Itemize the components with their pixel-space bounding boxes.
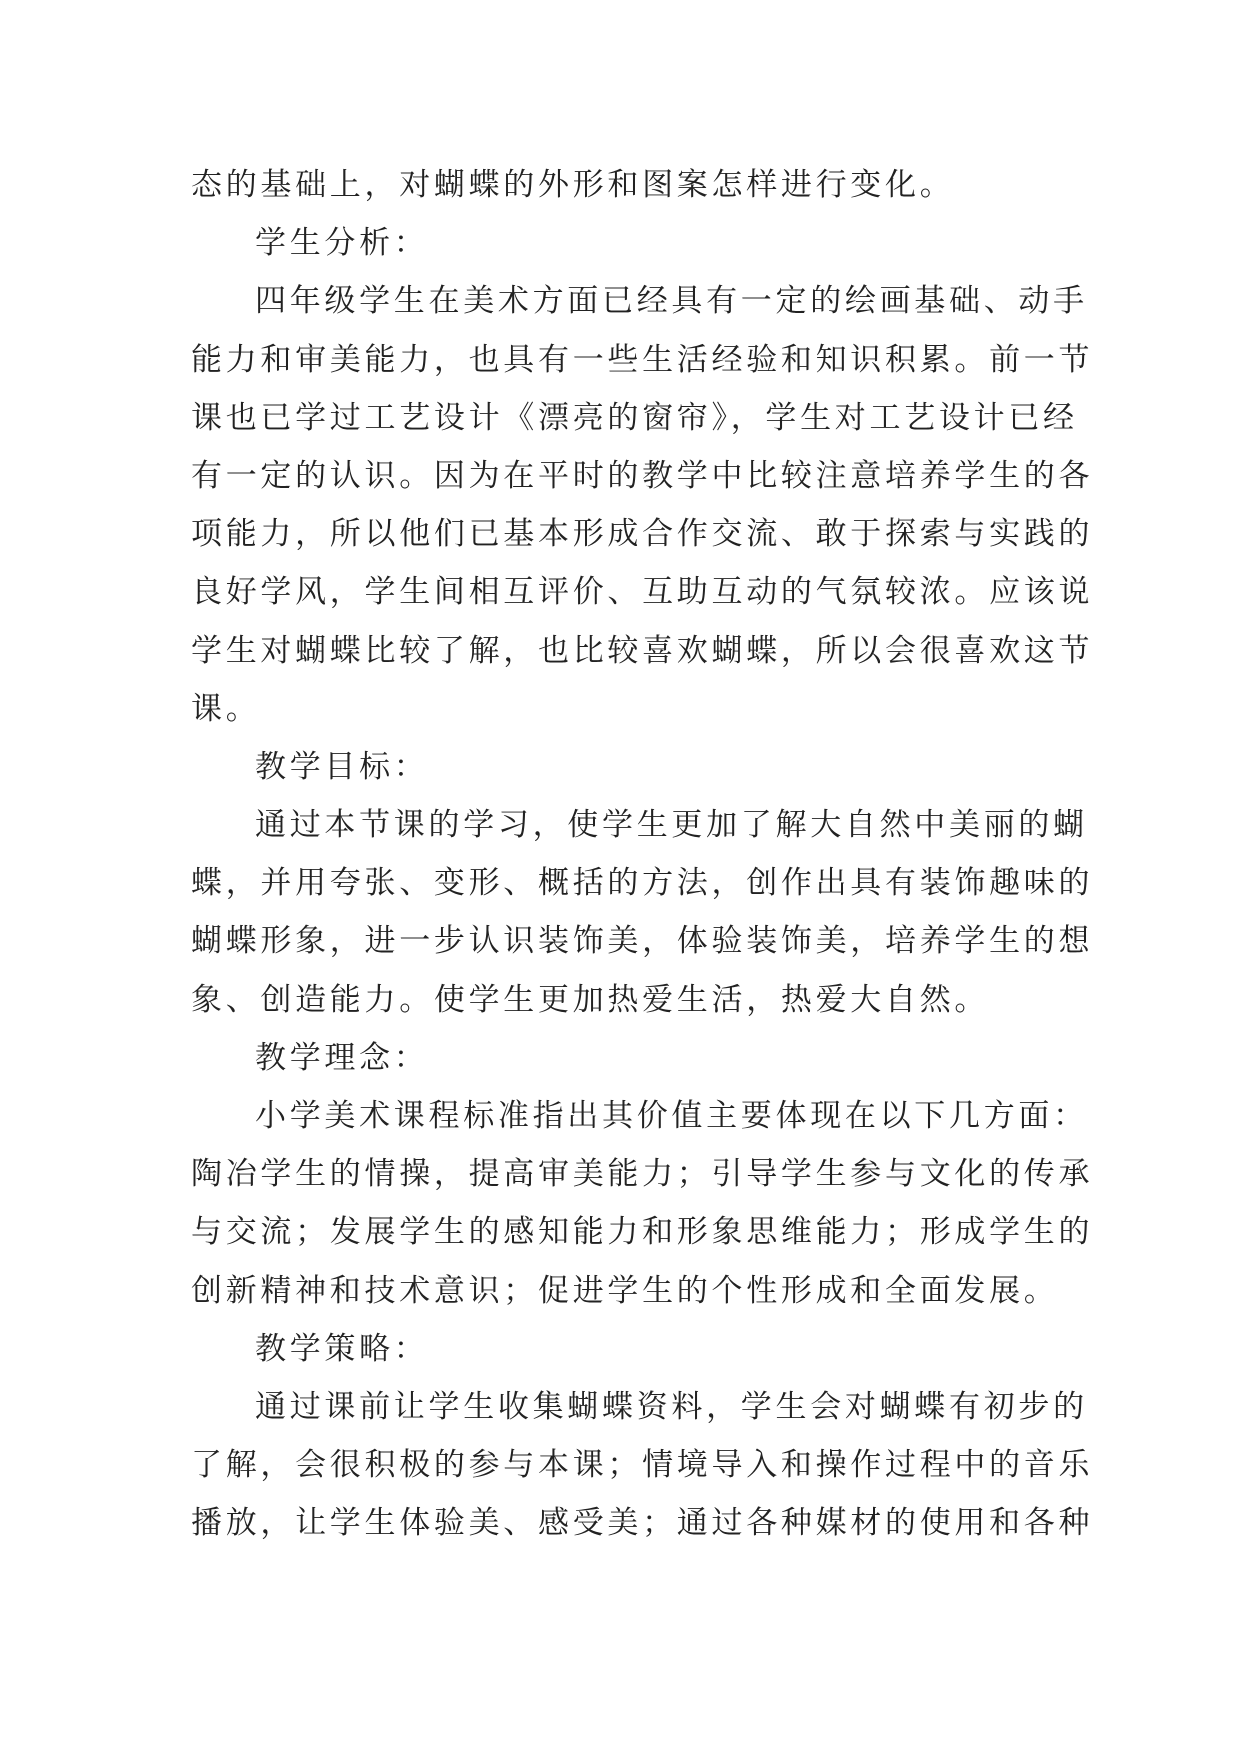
text-line: 象、创造能力。使学生更加热爱生活，热爱大自然。 [191, 981, 990, 1018]
text-line: 小学美术课程标准指出其价值主要体现在以下几方面： [255, 1098, 1088, 1134]
text-line: 四年级学生在美术方面已经具有一定的绘画基础、动手 [255, 283, 1088, 320]
text-line: 能力和审美能力，也具有一些生活经验和知识积累。前一节 [191, 341, 1094, 378]
text-line: 蝴蝶形象，进一步认识装饰美，体验装饰美，培养学生的想 [191, 923, 1094, 960]
text-line: 创新精神和技术意识；促进学生的个性形成和全面发展。 [191, 1272, 1059, 1309]
text-line: 课。 [191, 690, 261, 727]
text-line: 态的基础上，对蝴蝶的外形和图案怎样进行变化。 [191, 167, 955, 203]
text-line: 播放，让学生体验美、感受美；通过各种媒材的使用和各种 [191, 1505, 1094, 1542]
text-line: 有一定的认识。因为在平时的教学中比较注意培养学生的各 [191, 457, 1094, 494]
text-line: 通过本节课的学习，使学生更加了解大自然中美丽的蝴 [255, 807, 1088, 844]
section-heading-teaching-goals: 教学目标： [255, 748, 429, 785]
section-heading-student-analysis: 学生分析： [255, 225, 429, 262]
document-body [191, 156, 1094, 1553]
text-line: 陶冶学生的情操，提高审美能力；引导学生参与文化的传承 [191, 1156, 1094, 1193]
text-line: 与交流；发展学生的感知能力和形象思维能力；形成学生的 [191, 1214, 1094, 1251]
text-line: 通过课前让学生收集蝴蝶资料，学生会对蝴蝶有初步的 [255, 1388, 1088, 1425]
text-line: 学生对蝴蝶比较了解，也比较喜欢蝴蝶，所以会很喜欢这节 [191, 632, 1094, 669]
section-heading-teaching-philosophy: 教学理念： [255, 1039, 429, 1076]
text-line: 了解，会很积极的参与本课；情境导入和操作过程中的音乐 [191, 1447, 1094, 1484]
text-line: 课也已学过工艺设计《漂亮的窗帘》，学生对工艺设计已经 [191, 399, 1078, 436]
text-line: 项能力，所以他们已基本形成合作交流、敢于探索与实践的 [191, 516, 1094, 553]
text-line: 蝶，并用夸张、变形、概括的方法，创作出具有装饰趣味的 [191, 865, 1094, 902]
section-heading-teaching-strategy: 教学策略： [255, 1330, 429, 1367]
text-line: 良好学风，学生间相互评价、互助互动的气氛较浓。应该说 [191, 574, 1094, 611]
